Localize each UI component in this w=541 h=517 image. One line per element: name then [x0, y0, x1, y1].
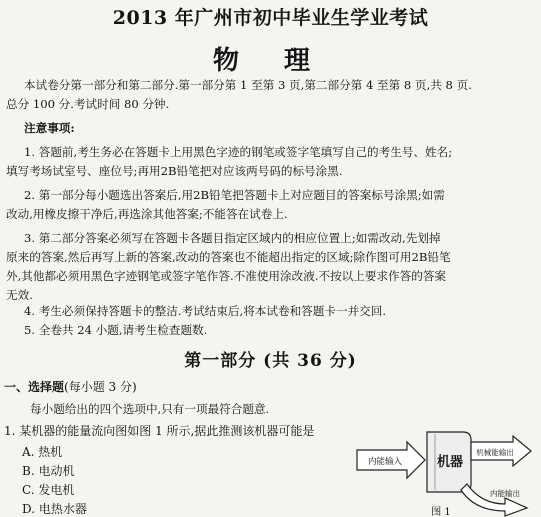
note-3-line-3: 外,其他都必须用黑色字迹钢笔或签字笔作答.不准使用涂改液.不按以上要求作答的答案 — [6, 269, 447, 283]
subject-title: 物 理 — [212, 46, 329, 76]
option-c: C. 发电机 — [22, 483, 75, 497]
option-a: A. 热机 — [22, 445, 63, 459]
part-one-title: 第一部分 (共 36 分) — [184, 351, 357, 371]
note-5-line-1: 5. 全卷共 24 小题,请考生检查题数. — [24, 323, 208, 337]
option-d: D. 电热水器 — [22, 502, 87, 516]
intro-line-1: 本试卷分第一部分和第二部分.第一部分第 1 至第 3 页,第二部分第 4 至第 8 页,共 8 页. — [24, 78, 472, 92]
figure-caption: 图 1 — [431, 507, 451, 517]
note-1-line-1: 1. 答题前,考生务必在答题卡上用黑色字迹的钢笔或签字笔填写自己的考生号、姓名; — [24, 145, 453, 159]
section-subtitle: (每小题 3 分) — [64, 380, 137, 394]
notes-title: 注意事项: — [24, 121, 75, 135]
note-3-line-1: 3. 第二部分答案必须写在答题卡各题目指定区域内的相应位置上;如需改动,先划掉 — [24, 231, 441, 245]
machine-label: 机器 — [436, 455, 464, 470]
mechanical-output-label: 机械能输出 — [476, 448, 514, 457]
note-2-line-1: 2. 第一部分每小题选出答案后,用2B铅笔把答题卡上对应题目的答案标号涂黑;如需 — [24, 188, 445, 202]
internal-output-label: 内能输出 — [490, 489, 520, 498]
input-label: 内能输入 — [367, 457, 403, 467]
question-1-stem: 1. 某机器的能量流向图如图 1 所示,据此推测该机器可能是 — [4, 424, 315, 438]
option-b: B. 电动机 — [22, 464, 75, 478]
note-4-line-1: 4. 考生必须保持答题卡的整洁.考试结束后,将本试卷和答题卡一并交回. — [24, 304, 387, 318]
section-title — [4, 378, 137, 395]
energy-flow-diagram — [355, 420, 535, 517]
note-1-line-2: 填写考场试室号、座位号;再用2B铅笔把对应该两号码的标号涂黑. — [6, 164, 343, 178]
section-title-text: 一、选择题 — [4, 380, 65, 394]
note-2-line-2: 改动,用橡皮擦干净后,再选涂其他答案;不能答在试卷上. — [6, 207, 288, 221]
section-instruction: 每小题给出的四个选项中,只有一项最符合题意. — [30, 402, 270, 416]
exam-title: 2013 年广州市初中毕业生学业考试 — [112, 7, 429, 29]
note-3-line-2: 原来的答案,然后再写上新的答案,改动的答案也不能超出指定的区域;除作图可用2B铅笔 — [6, 250, 451, 264]
note-3-line-4: 无效. — [6, 288, 33, 302]
intro-line-2: 总分 100 分.考试时间 80 分钟. — [6, 97, 170, 111]
